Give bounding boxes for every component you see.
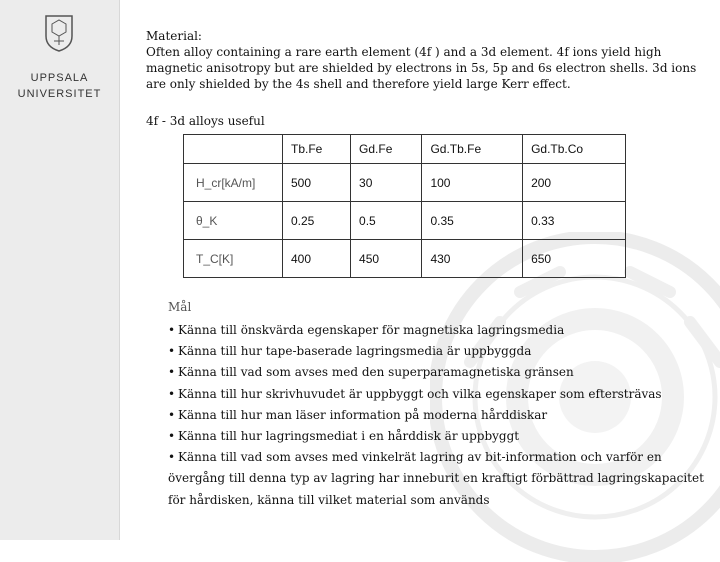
table-cell: 0.35 <box>422 202 523 240</box>
table-cell: 650 <box>523 240 626 278</box>
table-header-row <box>184 135 626 164</box>
list-item: • Känna till önskvärda egenskaper för magnetiska lagringsmedia <box>168 323 565 337</box>
list-item: • Känna till hur skrivhuvudet är uppbyggt och vilka egenskaper som eftersträvas <box>168 386 662 401</box>
table-cell: 450 <box>351 240 422 278</box>
alloys-label: 4f - 3d alloys useful <box>146 114 265 128</box>
list-item-text: Känna till önskvärda egenskaper för magnetiska lagringsmedia <box>178 323 565 337</box>
list-item-text: Känna till hur tape-baserade lagringsmedia är uppbyggda <box>178 344 532 359</box>
list-item: • Känna till vad som avses med den superparamagnetiska gränsen <box>168 365 574 380</box>
table-row <box>184 164 626 202</box>
list-item-text: Känna till vad som avses med vinkelrät lagring av bit-information och varför en övergång till denna typ av lagring har inneburit en kraftigt förbättrad lagringskapacitet för hårdisken, känna till vilket material som används <box>168 450 704 507</box>
table-cell: 100 <box>422 164 523 202</box>
row-label: T_C[K] <box>184 240 283 278</box>
table-row <box>184 202 626 240</box>
list-item-text: Känna till hur lagringsmediat i en hårddisk är uppbyggt <box>178 429 520 444</box>
list-item-text: Känna till vad som avses med den superparamagnetiska gränsen <box>178 365 574 380</box>
table-cell: 500 <box>283 164 351 202</box>
table-cell: 430 <box>422 240 523 278</box>
sidebar <box>0 0 120 540</box>
goals-title: Mål <box>168 300 192 314</box>
material-section <box>146 28 712 92</box>
list-item: • Känna till hur tape-baserade lagringsmedia är uppbyggda <box>168 344 532 359</box>
logo-text-universitet: UNIVERSITET <box>17 88 102 100</box>
alloy-properties-table <box>183 134 626 278</box>
table-cell: 30 <box>351 164 422 202</box>
table-cell: 400 <box>283 240 351 278</box>
material-title: Material: <box>146 29 202 43</box>
row-label: θ_K <box>184 202 283 240</box>
table-corner-cell <box>184 135 283 164</box>
table-cell: 0.33 <box>523 202 626 240</box>
column-header: Tb.Fe <box>283 135 351 164</box>
table-cell: 0.5 <box>351 202 422 240</box>
row-label: H_cr[kA/m] <box>184 164 283 202</box>
logo-text-uppsala: UPPSALA <box>30 72 89 84</box>
list-item-text: Känna till hur man läser information på moderna hårddiskar <box>178 407 548 422</box>
list-item: • Känna till hur lagringsmediat i en hårddisk är uppbyggt <box>168 429 520 444</box>
column-header: Gd.Tb.Fe <box>422 135 523 164</box>
university-seal-icon <box>44 14 74 52</box>
list-item-text: Känna till hur skrivhuvudet är uppbyggt och vilka egenskaper som eftersträvas <box>178 386 662 401</box>
list-item: • Känna till vad som avses med vinkelrät lagring av bit-information och varför en övergång till denna typ av lagring har inneburit en kraftigt förbättrad lagringskapacitet för hårdisken, känna till vilket material som används <box>168 450 704 507</box>
list-item: • Känna till hur man läser information på moderna hårddiskar <box>168 407 548 422</box>
goals-list <box>168 320 708 511</box>
column-header: Gd.Tb.Co <box>523 135 626 164</box>
table-row <box>184 240 626 278</box>
column-header: Gd.Fe <box>351 135 422 164</box>
material-description: Often alloy containing a rare earth element (4f ) and a 3d element. 4f ions yield high magnetic anisotropy but are shielded by electrons in 5s, 5p and 6s electron shells. 3d ions are only shielded by the 4s shell and therefore yield large Kerr effect. <box>146 45 697 91</box>
table-cell: 0.25 <box>283 202 351 240</box>
table-cell: 200 <box>523 164 626 202</box>
